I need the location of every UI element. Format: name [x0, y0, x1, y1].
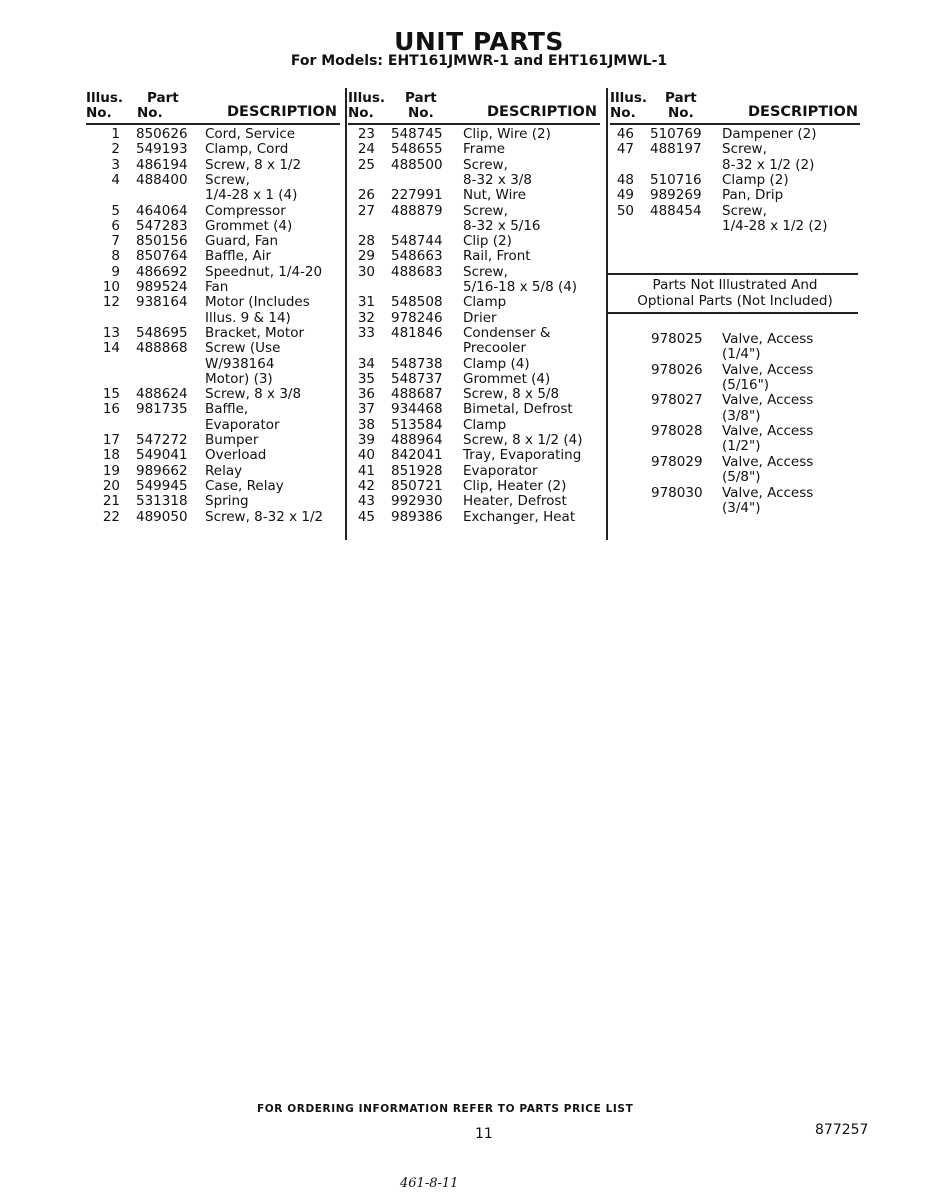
column-divider [606, 88, 608, 540]
part-number: 850764 [136, 248, 188, 265]
illus-number: 33 [357, 324, 375, 341]
part-description: Clamp [463, 294, 507, 311]
part-description: Cord, Service [205, 126, 296, 142]
part-description: Screw (Use [205, 340, 281, 357]
illus-number: 39 [357, 432, 375, 448]
illus-number: 6 [111, 217, 120, 234]
part-description: Bumper [205, 432, 259, 448]
illus-number: 35 [357, 370, 375, 387]
header-description: DESCRIPTION [748, 104, 858, 120]
part-number: 850156 [136, 233, 188, 250]
part-description: Bimetal, Defrost [463, 401, 573, 418]
part-description: 5/16-18 x 5/8 (4) [463, 279, 578, 295]
illus-number: 25 [357, 156, 375, 173]
illus-number: 32 [357, 309, 375, 326]
part-description: 8-32 x 1/2 (2) [722, 156, 815, 173]
part-description: Clamp (2) [722, 171, 789, 188]
optional-heading-line2: Optional Parts (Not Included) [637, 293, 833, 309]
part-number: 488500 [391, 156, 443, 173]
part-description: Case, Relay [205, 477, 284, 494]
part-number: 842041 [391, 447, 443, 464]
part-description: Dampener (2) [722, 126, 817, 142]
part-number: 227991 [391, 187, 443, 204]
part-number: 547283 [136, 217, 188, 234]
part-number: 989386 [391, 508, 443, 525]
illus-number: 36 [357, 386, 375, 403]
part-description: 8-32 x 5/16 [463, 217, 541, 234]
part-description: Grommet (4) [463, 370, 551, 387]
part-number: 549945 [136, 477, 188, 494]
header-rule [348, 123, 600, 125]
header-illus-no: No. [610, 105, 636, 121]
part-description: Baffle, [205, 401, 249, 418]
illus-number: 49 [616, 187, 634, 204]
part-number: 513584 [391, 416, 443, 433]
optional-part-description: (5/16") [722, 377, 770, 393]
models-subtitle: For Models: EHT161JMWR-1 and EHT161JMWL-1 [290, 53, 668, 69]
part-description: Drier [463, 309, 497, 326]
illus-number: 31 [357, 294, 375, 311]
optional-part-description: (3/8") [722, 407, 761, 424]
part-description: Clamp, Cord [205, 141, 289, 158]
illus-number: 38 [357, 416, 375, 433]
part-number: 548745 [391, 126, 443, 142]
header-illus: Illus. [610, 90, 648, 106]
illus-number: 7 [111, 233, 120, 250]
part-number: 548695 [136, 324, 188, 341]
optional-part-description: Valve, Access [722, 453, 814, 470]
part-number: 850626 [136, 126, 188, 142]
part-description: 1/4-28 x 1 (4) [205, 187, 298, 204]
page-number: 11 [475, 1126, 493, 1142]
part-number: 481846 [391, 324, 443, 341]
header-illus: Illus. [348, 90, 386, 106]
part-description: Bracket, Motor [205, 324, 305, 341]
optional-part-description: Valve, Access [722, 484, 814, 501]
part-description: Pan, Drip [722, 187, 784, 204]
part-description: Motor) (3) [205, 370, 273, 387]
illus-number: 41 [357, 462, 375, 479]
part-description: Tray, Evaporating [463, 447, 582, 464]
ordering-note: FOR ORDERING INFORMATION REFER TO PARTS PRICE LIST [257, 1103, 634, 1115]
part-number: 488683 [391, 263, 443, 280]
part-description: Evaporator [205, 416, 280, 433]
handwritten-note: 461-8-11 [400, 1176, 459, 1191]
optional-part-description: (1/2") [722, 438, 761, 455]
optional-top-rule [608, 273, 858, 275]
illus-number: 40 [357, 447, 375, 464]
optional-part-description: (3/4") [722, 499, 761, 516]
illus-number: 30 [357, 263, 375, 280]
illus-number: 15 [102, 386, 120, 403]
part-description: Screw, [205, 171, 250, 188]
illus-number: 24 [357, 141, 375, 158]
optional-part-number: 978025 [651, 331, 703, 347]
part-number: 489050 [136, 508, 188, 525]
illus-number: 18 [102, 447, 120, 464]
part-number: 488687 [391, 386, 443, 403]
optional-part-description: Valve, Access [722, 392, 814, 409]
part-number: 934468 [391, 401, 443, 418]
part-description: Screw, 8 x 1/2 (4) [463, 432, 583, 448]
part-description: Precooler [463, 340, 527, 357]
illus-number: 13 [102, 324, 120, 341]
optional-part-number: 978027 [651, 392, 703, 409]
optional-part-number: 978026 [651, 361, 703, 378]
part-number: 989662 [136, 462, 188, 479]
illus-number: 27 [357, 202, 375, 219]
part-number: 548744 [391, 233, 443, 250]
optional-bottom-rule [608, 312, 858, 314]
part-number: 978246 [391, 309, 443, 326]
part-description: Spring [205, 493, 249, 510]
illus-number: 12 [102, 294, 120, 311]
header-part: Part [665, 90, 697, 106]
header-part: Part [405, 90, 437, 106]
part-number: 464064 [136, 202, 188, 219]
part-number: 548655 [391, 141, 443, 158]
illus-number: 9 [111, 263, 120, 280]
optional-heading-line1: Parts Not Illustrated And [652, 277, 818, 293]
part-description: Condenser & [463, 324, 551, 341]
part-description: Screw, 8 x 1/2 [205, 156, 302, 173]
illus-number: 2 [111, 141, 120, 158]
part-description: Screw, [463, 156, 508, 173]
part-number: 548663 [391, 248, 443, 265]
header-illus-no: No. [86, 105, 112, 121]
illus-number: 4 [111, 171, 120, 188]
part-description: Screw, [722, 141, 767, 158]
part-number: 510716 [650, 171, 702, 188]
part-number: 488868 [136, 340, 188, 357]
optional-part-number: 978030 [651, 484, 703, 501]
part-description: Compressor [205, 202, 286, 219]
illus-number: 5 [111, 202, 120, 219]
header-rule [86, 123, 340, 125]
illus-number: 14 [102, 340, 120, 357]
part-description: Screw, 8 x 5/8 [463, 386, 560, 403]
part-number: 488879 [391, 202, 443, 219]
part-description: Rail, Front [463, 248, 531, 265]
part-number: 548738 [391, 355, 443, 372]
part-number: 938164 [136, 294, 188, 311]
part-number: 992930 [391, 493, 443, 510]
part-description: Heater, Defrost [463, 493, 567, 510]
part-number: 486194 [136, 156, 188, 173]
part-description: Baffle, Air [205, 248, 272, 265]
illus-number: 20 [102, 477, 120, 494]
part-description: 8-32 x 3/8 [463, 171, 532, 188]
optional-part-description: Valve, Access [722, 331, 814, 347]
part-number: 488400 [136, 171, 188, 188]
optional-part-description: (5/8") [722, 469, 761, 486]
illus-number: 42 [357, 477, 375, 494]
header-part: Part [147, 90, 179, 106]
part-number: 981735 [136, 401, 188, 418]
illus-number: 1 [111, 126, 120, 142]
part-description: Evaporator [463, 462, 538, 479]
part-description: Screw, [722, 202, 767, 219]
part-number: 488197 [650, 141, 702, 158]
header-description: DESCRIPTION [227, 104, 337, 120]
optional-part-number: 978028 [651, 423, 703, 440]
part-description: W/938164 [205, 355, 275, 372]
illus-number: 45 [357, 508, 375, 525]
illus-number: 22 [102, 508, 120, 525]
part-number: 989524 [136, 279, 188, 295]
part-description: Fan [205, 279, 229, 295]
illus-number: 29 [357, 248, 375, 265]
part-description: Grommet (4) [205, 217, 293, 234]
header-illus: Illus. [86, 90, 124, 106]
part-number: 488624 [136, 386, 188, 403]
part-number: 548508 [391, 294, 443, 311]
illus-number: 47 [616, 141, 634, 158]
part-number: 531318 [136, 493, 188, 510]
illus-number: 19 [102, 462, 120, 479]
part-description: Frame [463, 141, 506, 158]
illus-number: 16 [102, 401, 120, 418]
part-description: Relay [205, 462, 243, 479]
part-number: 851928 [391, 462, 443, 479]
part-description: Screw, 8 x 3/8 [205, 386, 302, 403]
header-part-no: No. [137, 105, 163, 121]
part-number: 510769 [650, 126, 702, 142]
page-title: UNIT PARTS [394, 27, 564, 56]
header-description: DESCRIPTION [487, 104, 597, 120]
part-description: Clip, Wire (2) [463, 126, 551, 142]
part-description: Screw, [463, 202, 508, 219]
illus-number: 23 [357, 126, 375, 142]
part-number: 548737 [391, 370, 443, 387]
header-part-no: No. [668, 105, 694, 121]
optional-part-description: Valve, Access [722, 423, 814, 440]
illus-number: 50 [616, 202, 634, 219]
part-description: Clamp [463, 416, 507, 433]
part-description: Illus. 9 & 14) [205, 309, 291, 326]
illus-number: 48 [616, 171, 634, 188]
optional-part-description: (1/4") [722, 346, 761, 363]
part-description: Clamp (4) [463, 355, 530, 372]
column-divider [345, 88, 347, 540]
part-number: 989269 [650, 187, 702, 204]
illus-number: 34 [357, 355, 375, 372]
part-description: Speednut, 1/4-20 [205, 263, 323, 280]
part-description: Clip, Heater (2) [463, 477, 567, 494]
illus-number: 8 [111, 248, 120, 265]
optional-part-description: Valve, Access [722, 361, 814, 378]
part-description: Motor (Includes [205, 294, 310, 311]
part-description: Exchanger, Heat [463, 508, 576, 525]
illus-number: 43 [357, 493, 375, 510]
part-number: 547272 [136, 432, 188, 448]
part-description: Clip (2) [463, 233, 512, 250]
part-description: Overload [205, 447, 267, 464]
part-description: Screw, 8-32 x 1/2 [205, 508, 324, 525]
optional-part-number: 978029 [651, 453, 703, 470]
part-description: 1/4-28 x 1/2 (2) [722, 217, 828, 234]
header-illus-no: No. [348, 105, 374, 121]
part-description: Screw, [463, 263, 508, 280]
part-number: 486692 [136, 263, 188, 280]
illus-number: 17 [102, 432, 120, 448]
illus-number: 21 [102, 493, 120, 510]
part-description: Guard, Fan [205, 233, 279, 250]
illus-number: 26 [357, 187, 375, 204]
part-number: 488964 [391, 432, 443, 448]
part-description: Nut, Wire [463, 187, 526, 204]
header-rule [610, 123, 860, 125]
part-number: 850721 [391, 477, 443, 494]
illus-number: 37 [357, 401, 375, 418]
part-number: 549041 [136, 447, 188, 464]
part-number: 488454 [650, 202, 702, 219]
header-part-no: No. [408, 105, 434, 121]
part-number: 549193 [136, 141, 188, 158]
illus-number: 46 [616, 126, 634, 142]
illus-number: 10 [102, 279, 120, 295]
illus-number: 3 [111, 156, 120, 173]
document-number: 877257 [815, 1122, 869, 1138]
illus-number: 28 [357, 233, 375, 250]
